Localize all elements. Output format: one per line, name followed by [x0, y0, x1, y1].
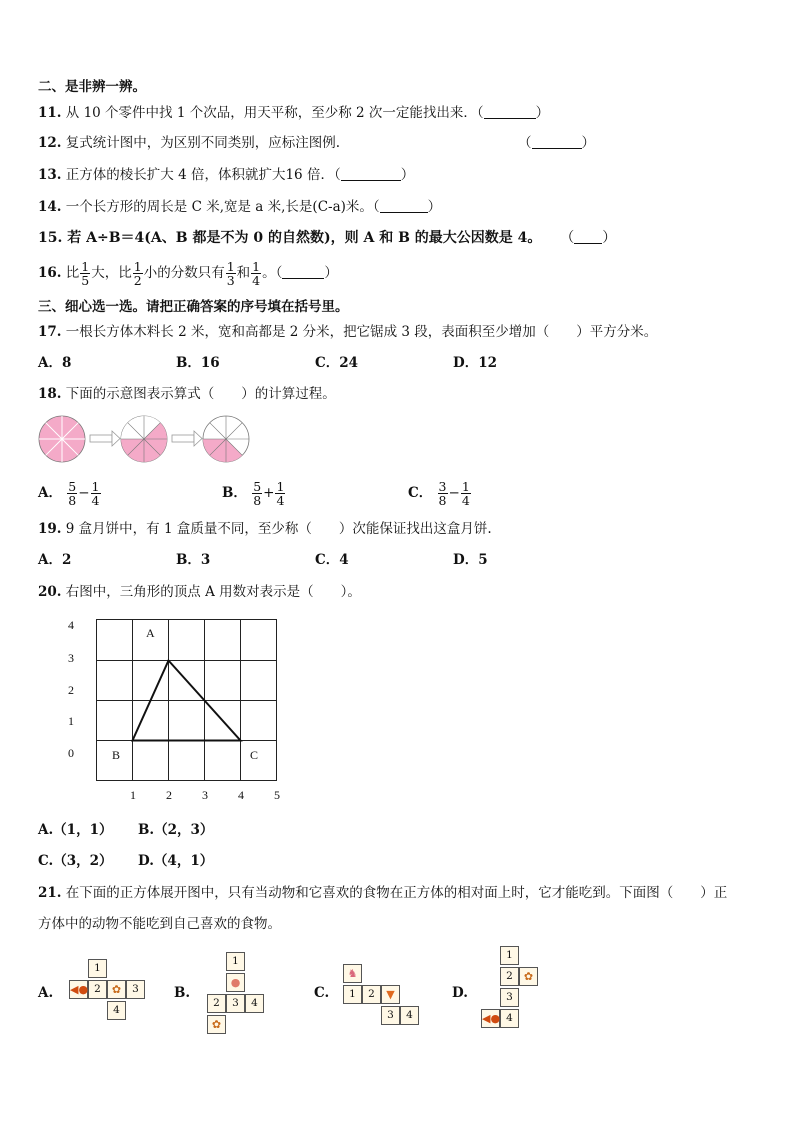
q17-option-d[interactable]: D．12 — [453, 355, 497, 371]
question-number: 16. — [38, 265, 62, 281]
q19-option-b[interactable]: B．3 — [176, 552, 211, 568]
paren-open: （ — [476, 105, 484, 121]
x-tick: 3 — [202, 788, 208, 802]
question-text: 复式统计图中，为区别不同类别，应标注图例. — [65, 135, 341, 151]
paren-open: （ — [333, 167, 341, 183]
question-text: 9 盒月饼中，有 1 盒质量不同，至少称（ ）次能保证找出这盒月饼. — [65, 521, 492, 537]
q21-option-a-label[interactable]: A. — [38, 985, 54, 1001]
q18-option-c[interactable]: C． $\frac{3}{8}$ − $\frac{1}{4}$ — [408, 479, 470, 508]
question-14 — [38, 197, 441, 217]
paren-open: （ — [275, 265, 283, 281]
net-face: 1 — [343, 985, 362, 1004]
question-13 — [38, 165, 414, 185]
q17-option-a[interactable]: A．8 — [38, 355, 72, 371]
paren-open: （ — [372, 199, 380, 215]
x-tick: 5 — [274, 788, 280, 802]
question-12 — [38, 133, 340, 153]
y-tick: 0 — [68, 746, 74, 760]
net-face: 4 — [400, 1006, 419, 1025]
carrot-icon: ▼ — [381, 985, 400, 1004]
circle-result — [203, 416, 249, 462]
answer-blank[interactable] — [380, 198, 428, 213]
net-face: 1 — [88, 959, 107, 978]
net-face: 4 — [500, 1009, 519, 1028]
net-face: 3 — [381, 1006, 400, 1025]
question-number: 21. — [38, 885, 62, 901]
paren-close: ） — [427, 199, 442, 215]
net-face: 4 — [107, 1001, 126, 1020]
question-number: 20. — [38, 584, 62, 600]
question-11 — [38, 103, 549, 123]
paren-close: ） — [535, 105, 550, 121]
text-part: 比 — [65, 265, 80, 281]
fraction: $\frac{1}{4}$ — [252, 259, 261, 288]
text-part: 。 — [262, 265, 276, 281]
net-face: 3 — [500, 988, 519, 1007]
q18-option-b[interactable]: B． $\frac{5}{8}$ + $\frac{1}{4}$ — [222, 479, 285, 508]
y-tick: 2 — [68, 683, 74, 697]
paren-close: ） — [602, 230, 617, 246]
q17-option-c[interactable]: C．24 — [315, 355, 359, 371]
coordinate-grid-figure — [60, 614, 300, 810]
q21-option-b-label[interactable]: B. — [174, 985, 191, 1001]
question-17 — [38, 322, 657, 342]
q21-net-d — [478, 946, 548, 1032]
question-text: 一根长方体木料长 2 米，宽和高都是 2 分米，把它锯成 3 段，表面积至少增加（ ）平方分米。 — [65, 324, 658, 340]
question-12-answer — [518, 133, 595, 153]
question-number: 14. — [38, 199, 62, 215]
question-15 — [38, 228, 616, 248]
y-tick: 1 — [68, 714, 74, 728]
question-number: 17. — [38, 324, 62, 340]
rabbit-icon: ♞ — [343, 964, 362, 983]
vertex-a-label: A — [146, 626, 155, 640]
question-number: 18. — [38, 386, 62, 402]
answer-blank[interactable] — [574, 229, 602, 244]
q19-option-c[interactable]: C．4 — [315, 552, 349, 568]
question-text: 右图中，三角形的顶点 A 用数对表示是（ ）。 — [65, 584, 361, 600]
question-21 — [38, 883, 727, 903]
question-19 — [38, 519, 492, 539]
question-text: 在下面的正方体展开图中，只有当动物和它喜欢的食物在正方体的相对面上时，它才能吃到。下面图（ ）正 — [65, 885, 728, 901]
vertex-b-label: B — [112, 748, 121, 762]
x-tick: 4 — [238, 788, 244, 802]
question-number: 13. — [38, 167, 62, 183]
answer-blank[interactable] — [532, 134, 582, 149]
x-tick: 2 — [166, 788, 172, 802]
question-20 — [38, 582, 361, 602]
net-face: 2 — [207, 994, 226, 1013]
question-text: 若 A÷B＝4(A、B 都是不为 0 的自然数)，则 A 和 B 的最大公因数是 4。 — [67, 230, 542, 246]
net-face: 2 — [362, 985, 381, 1004]
paren-close: ） — [581, 135, 595, 151]
question-number: 12. — [38, 135, 62, 151]
net-face: 3 — [126, 980, 145, 999]
net-face: 2 — [500, 967, 519, 986]
fish-icon: ◀● — [481, 1009, 500, 1028]
question-text: 从 10 个零件中找 1 个次品，用天平称，至少称 2 次一定能找出来． — [65, 105, 477, 121]
question-text: 一个长方形的周长是 C 米,宽是 a 米,长是(C-a)米。 — [65, 199, 373, 215]
fraction-circles-diagram — [36, 413, 252, 465]
q21-net-a — [66, 959, 156, 1023]
answer-blank[interactable] — [341, 166, 401, 181]
text-part: 大，比 — [91, 265, 132, 281]
q19-option-a[interactable]: A．2 — [38, 552, 72, 568]
paren-close: ） — [400, 167, 415, 183]
q17-option-b[interactable]: B．16 — [176, 355, 220, 371]
fraction: $\frac{1}{2}$ — [133, 259, 142, 288]
fish-icon: ◀● — [69, 980, 88, 999]
cat-icon: ✿ — [519, 967, 538, 986]
question-21-cont: 方体中的动物不能吃到自己喜欢的食物。 — [38, 916, 281, 932]
text-part: 小的分数只有 — [143, 265, 225, 281]
cat-icon: ✿ — [107, 980, 126, 999]
vertex-c-label: C — [250, 748, 259, 762]
section-title-judge: 二、是非辨一辨。 — [38, 79, 146, 95]
fraction: $\frac{1}{5}$ — [81, 259, 90, 288]
q20-option-b[interactable]: B.（2，3） — [138, 822, 214, 838]
paren-open: （ — [560, 230, 575, 246]
q21-net-b — [204, 952, 274, 1036]
q21-option-c-label[interactable]: C. — [314, 985, 330, 1001]
answer-blank[interactable] — [484, 104, 536, 119]
q21-net-c — [340, 964, 432, 1028]
question-number: 15. — [38, 230, 63, 246]
q19-option-d[interactable]: D．5 — [453, 552, 488, 568]
question-text: 正方体的棱长扩大 4 倍，体积就扩大16 倍． — [65, 167, 334, 183]
question-18 — [38, 384, 336, 404]
net-face: 4 — [245, 994, 264, 1013]
question-16 — [38, 258, 338, 288]
question-number: 19. — [38, 521, 62, 537]
q20-option-a[interactable]: A.（1，1） — [38, 822, 113, 838]
circle-partial — [121, 416, 167, 462]
net-face: 1 — [500, 946, 519, 965]
q20-option-c[interactable]: C.（3，2） — [38, 853, 113, 869]
paren-open: （ — [518, 135, 532, 151]
net-face: 1 — [226, 952, 245, 971]
x-tick: 1 — [130, 788, 136, 802]
circle-full — [39, 416, 85, 462]
net-face: 2 — [88, 980, 107, 999]
net-face: 3 — [226, 994, 245, 1013]
q20-option-d[interactable]: D.（4，1） — [138, 853, 214, 869]
fraction: $\frac{1}{3}$ — [226, 259, 235, 288]
question-number: 11. — [38, 105, 62, 121]
q18-option-a[interactable]: A． $\frac{5}{8}$ − $\frac{1}{4}$ — [38, 479, 100, 508]
y-tick: 3 — [68, 651, 74, 665]
paren-close: ） — [324, 265, 338, 281]
question-text: 下面的示意图表示算式（ ）的计算过程。 — [65, 386, 336, 402]
section-title-choice: 三、细心选一选。请把正确答案的序号填在括号里。 — [38, 299, 349, 315]
arrow-right-icon — [90, 431, 120, 446]
y-tick: 4 — [68, 618, 74, 632]
cat-icon: ✿ — [207, 1015, 226, 1034]
peach-icon: ● — [226, 973, 245, 992]
arrow-right-icon — [172, 431, 202, 446]
q21-option-d-label[interactable]: D. — [452, 985, 468, 1001]
answer-blank[interactable] — [282, 264, 324, 279]
text-part: 和 — [236, 265, 251, 281]
